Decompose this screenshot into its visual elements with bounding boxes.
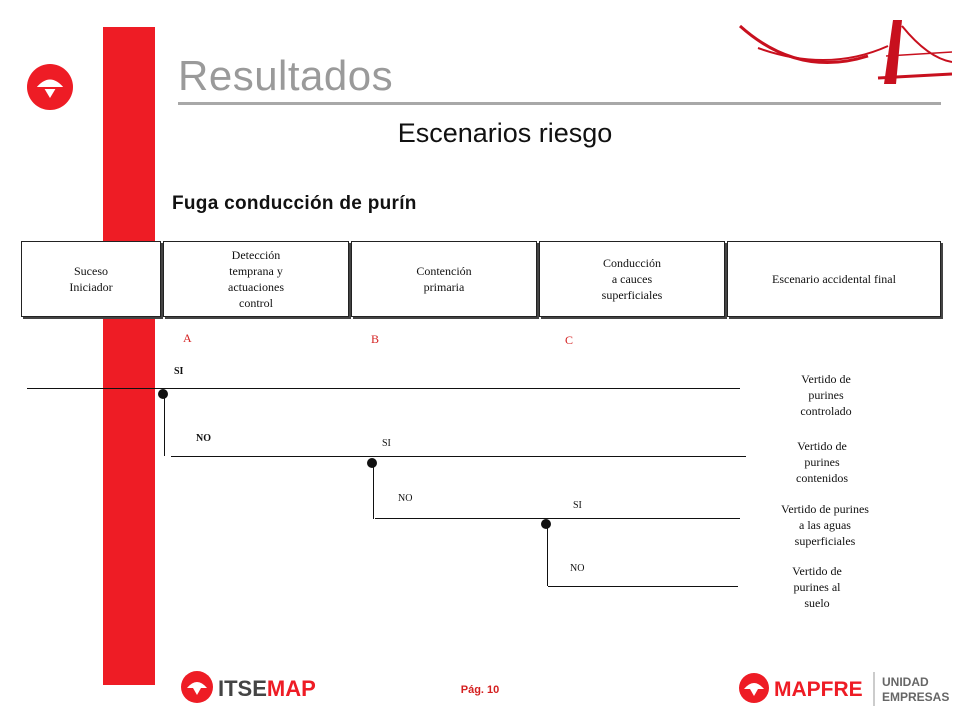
branch-a-no-label: NO: [196, 433, 211, 444]
mapfre-unidad-empresas-logo: [738, 666, 958, 710]
branch-b-no-line: [375, 518, 740, 519]
header-label: Detección temprana y actuaciones control: [228, 248, 284, 310]
outcome-contained-spill: Vertido de purines contenidos: [796, 439, 848, 485]
mapfre-logo-text: MAPFRE: [774, 678, 863, 701]
branch-node-c: [541, 519, 551, 529]
page-title: Resultados: [178, 52, 394, 99]
header-initiating-event: [21, 241, 161, 317]
header-final-scenario: [727, 241, 941, 317]
branch-c-no-label: NO: [570, 563, 585, 574]
itsemap-logo-text-part2: MAP: [266, 676, 316, 701]
branch-a-drop-line: [164, 396, 165, 456]
header-primary-containment: [351, 241, 537, 317]
branch-c-drop-line: [547, 526, 548, 586]
unidad-text: UNIDAD: [882, 675, 929, 689]
stage-letter-a: A: [183, 331, 192, 345]
branch-node-b: [367, 458, 377, 468]
branch-a-no-line: [171, 456, 746, 457]
outcome-controlled-spill: Vertido de purines controlado: [800, 372, 852, 418]
branch-c-no-line: [548, 586, 738, 587]
branch-b-yes-label: SI: [382, 438, 391, 449]
header-surface-conduction: [539, 241, 725, 317]
branch-a-yes-label: SI: [174, 366, 184, 377]
page-number: Pág. 10: [460, 684, 500, 696]
branch-b-drop-line: [373, 465, 374, 519]
bridge-decoration-icon: [738, 18, 952, 90]
itsemap-logo-text-part1: ITSE: [218, 676, 267, 701]
header-early-detection: [163, 241, 349, 317]
branch-c-yes-label: SI: [573, 500, 582, 511]
header-label: Escenario accidental final: [772, 272, 896, 286]
branch-node-a: [158, 389, 168, 399]
stage-letter-b: B: [371, 332, 380, 346]
stage-letter-c: C: [565, 333, 574, 347]
outcome-surface-water-spill: Vertido de purines a las aguas superficiales: [781, 502, 869, 548]
outcome-ground-spill: Vertido de purines al suelo: [792, 564, 842, 610]
header-label: Conducción a cauces superficiales: [601, 256, 663, 302]
header-label: Suceso Iniciador: [69, 264, 113, 294]
branch-b-no-label: NO: [398, 493, 413, 504]
itsemap-logo: [180, 670, 330, 704]
mapfre-symbol-icon: [26, 63, 74, 111]
branch-a-yes-line: [27, 388, 740, 389]
svg-text:ITSEMAP: [218, 676, 316, 701]
title-underline: [178, 102, 941, 105]
diagram-heading: Fuga conducción de purín: [172, 193, 417, 214]
section-subtitle: Escenarios riesgo: [397, 118, 613, 148]
header-label: Contención primaria: [416, 264, 472, 294]
empresas-text: EMPRESAS: [882, 690, 950, 704]
